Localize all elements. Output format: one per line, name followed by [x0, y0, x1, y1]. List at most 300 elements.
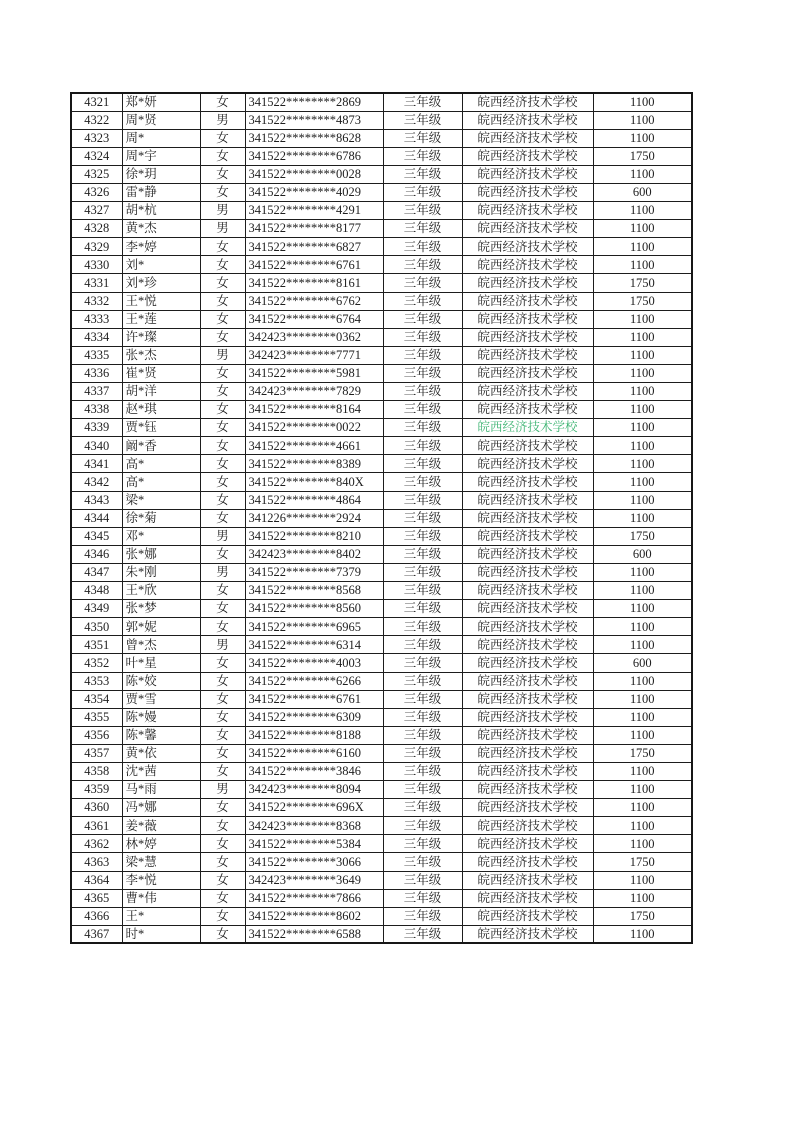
- cell-grade: 三年级: [383, 437, 462, 455]
- cell-name: 林*婷: [122, 835, 200, 853]
- cell-name: 曹*伟: [122, 889, 200, 907]
- cell-grade: 三年级: [383, 889, 462, 907]
- cell-id_number: 341522********6764: [245, 310, 383, 328]
- cell-school: 皖西经济技术学校: [462, 744, 593, 762]
- cell-gender: 女: [200, 419, 245, 437]
- cell-school: 皖西经济技术学校: [462, 781, 593, 799]
- cell-id_number: 341522********6762: [245, 292, 383, 310]
- cell-name: 赵*琪: [122, 401, 200, 419]
- cell-gender: 男: [200, 636, 245, 654]
- cell-id_number: 341522********8210: [245, 527, 383, 545]
- cell-name: 曾*杰: [122, 636, 200, 654]
- cell-name: 叶*星: [122, 654, 200, 672]
- cell-seq: 4322: [71, 111, 122, 129]
- cell-grade: 三年级: [383, 274, 462, 292]
- cell-id_number: 341522********4029: [245, 183, 383, 201]
- cell-grade: 三年级: [383, 672, 462, 690]
- cell-seq: 4362: [71, 835, 122, 853]
- cell-school: 皖西经济技术学校: [462, 473, 593, 491]
- cell-gender: 男: [200, 220, 245, 238]
- cell-name: 雷*静: [122, 183, 200, 201]
- table-row: [71, 781, 692, 799]
- cell-school: 皖西经济技术学校: [462, 582, 593, 600]
- table-row: [71, 328, 692, 346]
- cell-grade: 三年级: [383, 310, 462, 328]
- cell-seq: 4333: [71, 310, 122, 328]
- cell-name: 王*欣: [122, 582, 200, 600]
- cell-amount: 1100: [593, 401, 692, 419]
- cell-seq: 4343: [71, 491, 122, 509]
- cell-school-highlighted: 皖西经济技术学校: [462, 419, 593, 437]
- cell-id_number: 341522********8389: [245, 455, 383, 473]
- cell-seq: 4334: [71, 328, 122, 346]
- cell-school: 皖西经济技术学校: [462, 147, 593, 165]
- cell-id_number: 341522********696X: [245, 799, 383, 817]
- cell-id_number: 341522********4864: [245, 491, 383, 509]
- cell-amount: 600: [593, 183, 692, 201]
- cell-amount: 1100: [593, 600, 692, 618]
- cell-id_number: 341522********8628: [245, 129, 383, 147]
- table-row: [71, 111, 692, 129]
- cell-grade: 三年级: [383, 202, 462, 220]
- cell-amount: 600: [593, 545, 692, 563]
- cell-name: 朱*刚: [122, 563, 200, 581]
- cell-id_number: 341522********8164: [245, 401, 383, 419]
- cell-id_number: 341522********840X: [245, 473, 383, 491]
- cell-gender: 女: [200, 509, 245, 527]
- cell-id_number: 342423********3649: [245, 871, 383, 889]
- cell-grade: 三年级: [383, 165, 462, 183]
- table-row: [71, 310, 692, 328]
- cell-amount: 1100: [593, 708, 692, 726]
- cell-name: 许*璨: [122, 328, 200, 346]
- cell-school: 皖西经济技术学校: [462, 672, 593, 690]
- table-row: [71, 690, 692, 708]
- cell-name: 王*悦: [122, 292, 200, 310]
- cell-grade: 三年级: [383, 527, 462, 545]
- cell-school: 皖西经济技术学校: [462, 383, 593, 401]
- cell-gender: 男: [200, 781, 245, 799]
- cell-gender: 女: [200, 654, 245, 672]
- cell-grade: 三年级: [383, 708, 462, 726]
- table-row: [71, 129, 692, 147]
- cell-id_number: 341522********6309: [245, 708, 383, 726]
- cell-id_number: 341522********8177: [245, 220, 383, 238]
- cell-gender: 女: [200, 292, 245, 310]
- cell-name: 胡*洋: [122, 383, 200, 401]
- cell-school: 皖西经济技术学校: [462, 111, 593, 129]
- table-row: [71, 93, 692, 111]
- table-row: [71, 871, 692, 889]
- cell-grade: 三年级: [383, 183, 462, 201]
- cell-school: 皖西经济技术学校: [462, 491, 593, 509]
- cell-school: 皖西经济技术学校: [462, 527, 593, 545]
- cell-gender: 男: [200, 111, 245, 129]
- cell-seq: 4363: [71, 853, 122, 871]
- cell-amount: 1750: [593, 147, 692, 165]
- cell-id_number: 342423********0362: [245, 328, 383, 346]
- cell-grade: 三年级: [383, 690, 462, 708]
- table-row: [71, 708, 692, 726]
- cell-gender: 女: [200, 582, 245, 600]
- cell-name: 沈*茜: [122, 762, 200, 780]
- cell-school: 皖西经济技术学校: [462, 925, 593, 943]
- cell-name: 张*娜: [122, 545, 200, 563]
- cell-seq: 4364: [71, 871, 122, 889]
- cell-grade: 三年级: [383, 111, 462, 129]
- cell-grade: 三年级: [383, 563, 462, 581]
- cell-school: 皖西经济技术学校: [462, 183, 593, 201]
- cell-seq: 4324: [71, 147, 122, 165]
- cell-seq: 4354: [71, 690, 122, 708]
- cell-amount: 1100: [593, 455, 692, 473]
- cell-seq: 4361: [71, 817, 122, 835]
- cell-gender: 女: [200, 672, 245, 690]
- cell-seq: 4335: [71, 346, 122, 364]
- cell-amount: 1100: [593, 256, 692, 274]
- cell-amount: 1100: [593, 202, 692, 220]
- cell-school: 皖西经济技术学校: [462, 328, 593, 346]
- cell-id_number: 341522********3066: [245, 853, 383, 871]
- cell-id_number: 342423********7829: [245, 383, 383, 401]
- cell-amount: 1100: [593, 636, 692, 654]
- cell-name: 徐*菊: [122, 509, 200, 527]
- table-row: [71, 925, 692, 943]
- cell-name: 陈*馨: [122, 726, 200, 744]
- cell-seq: 4338: [71, 401, 122, 419]
- table-row: [71, 527, 692, 545]
- cell-school: 皖西经济技术学校: [462, 817, 593, 835]
- cell-amount: 1100: [593, 871, 692, 889]
- cell-grade: 三年级: [383, 238, 462, 256]
- cell-id_number: 341522********8560: [245, 600, 383, 618]
- cell-gender: 女: [200, 762, 245, 780]
- cell-name: 高*: [122, 473, 200, 491]
- cell-name: 贾*钰: [122, 419, 200, 437]
- cell-school: 皖西经济技术学校: [462, 455, 593, 473]
- cell-school: 皖西经济技术学校: [462, 907, 593, 925]
- table-row: [71, 509, 692, 527]
- cell-gender: 女: [200, 853, 245, 871]
- cell-id_number: 342423********8368: [245, 817, 383, 835]
- cell-school: 皖西经济技术学校: [462, 726, 593, 744]
- cell-id_number: 341522********3846: [245, 762, 383, 780]
- cell-seq: 4357: [71, 744, 122, 762]
- cell-grade: 三年级: [383, 129, 462, 147]
- cell-seq: 4344: [71, 509, 122, 527]
- cell-gender: 女: [200, 925, 245, 943]
- table-row: [71, 183, 692, 201]
- cell-amount: 1100: [593, 563, 692, 581]
- cell-gender: 女: [200, 545, 245, 563]
- cell-name: 崔*贤: [122, 364, 200, 382]
- cell-name: 黄*依: [122, 744, 200, 762]
- cell-id_number: 341522********7379: [245, 563, 383, 581]
- cell-seq: 4356: [71, 726, 122, 744]
- cell-amount: 1100: [593, 582, 692, 600]
- cell-school: 皖西经济技术学校: [462, 292, 593, 310]
- table-row: [71, 600, 692, 618]
- cell-school: 皖西经济技术学校: [462, 618, 593, 636]
- cell-id_number: 342423********8094: [245, 781, 383, 799]
- cell-school: 皖西经济技术学校: [462, 346, 593, 364]
- cell-school: 皖西经济技术学校: [462, 853, 593, 871]
- cell-amount: 1100: [593, 491, 692, 509]
- table-row: [71, 346, 692, 364]
- cell-gender: 女: [200, 907, 245, 925]
- cell-gender: 女: [200, 147, 245, 165]
- cell-school: 皖西经济技术学校: [462, 202, 593, 220]
- table-row: [71, 654, 692, 672]
- cell-school: 皖西经济技术学校: [462, 129, 593, 147]
- cell-amount: 1100: [593, 111, 692, 129]
- cell-gender: 女: [200, 690, 245, 708]
- cell-id_number: 341522********6266: [245, 672, 383, 690]
- cell-amount: 1100: [593, 419, 692, 437]
- cell-seq: 4332: [71, 292, 122, 310]
- cell-seq: 4342: [71, 473, 122, 491]
- cell-grade: 三年级: [383, 328, 462, 346]
- cell-id_number: 341522********6761: [245, 256, 383, 274]
- cell-amount: 600: [593, 654, 692, 672]
- cell-gender: 女: [200, 726, 245, 744]
- cell-grade: 三年级: [383, 582, 462, 600]
- cell-grade: 三年级: [383, 726, 462, 744]
- cell-school: 皖西经济技术学校: [462, 835, 593, 853]
- cell-school: 皖西经济技术学校: [462, 93, 593, 111]
- cell-school: 皖西经济技术学校: [462, 889, 593, 907]
- table-row: [71, 563, 692, 581]
- cell-name: 郑*妍: [122, 93, 200, 111]
- cell-gender: 女: [200, 129, 245, 147]
- cell-id_number: 341522********7866: [245, 889, 383, 907]
- cell-id_number: 341522********8602: [245, 907, 383, 925]
- table-row: [71, 292, 692, 310]
- cell-name: 陈*嫚: [122, 708, 200, 726]
- cell-id_number: 341522********6761: [245, 690, 383, 708]
- cell-seq: 4340: [71, 437, 122, 455]
- cell-gender: 女: [200, 437, 245, 455]
- cell-gender: 女: [200, 817, 245, 835]
- table-row: [71, 726, 692, 744]
- cell-name: 李*悦: [122, 871, 200, 889]
- cell-seq: 4337: [71, 383, 122, 401]
- table-row: [71, 147, 692, 165]
- cell-name: 高*: [122, 455, 200, 473]
- cell-seq: 4352: [71, 654, 122, 672]
- table-row: [71, 762, 692, 780]
- cell-school: 皖西经济技术学校: [462, 871, 593, 889]
- cell-amount: 1100: [593, 781, 692, 799]
- cell-amount: 1100: [593, 762, 692, 780]
- cell-gender: 女: [200, 455, 245, 473]
- cell-amount: 1100: [593, 672, 692, 690]
- cell-gender: 男: [200, 346, 245, 364]
- cell-id_number: 341522********8161: [245, 274, 383, 292]
- cell-gender: 女: [200, 183, 245, 201]
- cell-grade: 三年级: [383, 636, 462, 654]
- cell-school: 皖西经济技术学校: [462, 708, 593, 726]
- cell-school: 皖西经济技术学校: [462, 545, 593, 563]
- cell-id_number: 341522********5384: [245, 835, 383, 853]
- cell-amount: 1750: [593, 744, 692, 762]
- cell-gender: 女: [200, 238, 245, 256]
- cell-school: 皖西经济技术学校: [462, 690, 593, 708]
- cell-gender: 女: [200, 871, 245, 889]
- cell-grade: 三年级: [383, 545, 462, 563]
- cell-seq: 4329: [71, 238, 122, 256]
- table-row: [71, 274, 692, 292]
- student-roster-table: [70, 92, 693, 944]
- cell-gender: 女: [200, 473, 245, 491]
- table-row: [71, 202, 692, 220]
- cell-grade: 三年级: [383, 364, 462, 382]
- cell-seq: 4341: [71, 455, 122, 473]
- cell-gender: 女: [200, 165, 245, 183]
- cell-amount: 1100: [593, 238, 692, 256]
- table-row: [71, 256, 692, 274]
- cell-amount: 1100: [593, 93, 692, 111]
- cell-seq: 4330: [71, 256, 122, 274]
- cell-amount: 1100: [593, 165, 692, 183]
- cell-seq: 4348: [71, 582, 122, 600]
- cell-gender: 女: [200, 401, 245, 419]
- cell-gender: 男: [200, 563, 245, 581]
- cell-grade: 三年级: [383, 781, 462, 799]
- cell-amount: 1100: [593, 690, 692, 708]
- cell-id_number: 341522********0022: [245, 419, 383, 437]
- cell-name: 贾*雪: [122, 690, 200, 708]
- cell-school: 皖西经济技术学校: [462, 220, 593, 238]
- cell-school: 皖西经济技术学校: [462, 799, 593, 817]
- cell-id_number: 341522********6588: [245, 925, 383, 943]
- cell-gender: 女: [200, 799, 245, 817]
- cell-grade: 三年级: [383, 93, 462, 111]
- cell-seq: 4346: [71, 545, 122, 563]
- cell-gender: 女: [200, 383, 245, 401]
- cell-name: 阚*香: [122, 437, 200, 455]
- cell-school: 皖西经济技术学校: [462, 600, 593, 618]
- cell-seq: 4331: [71, 274, 122, 292]
- cell-seq: 4351: [71, 636, 122, 654]
- cell-id_number: 341522********6965: [245, 618, 383, 636]
- table-row: [71, 473, 692, 491]
- cell-gender: 女: [200, 274, 245, 292]
- cell-gender: 女: [200, 744, 245, 762]
- cell-name: 刘*珍: [122, 274, 200, 292]
- cell-grade: 三年级: [383, 383, 462, 401]
- table-row: [71, 383, 692, 401]
- cell-amount: 1100: [593, 364, 692, 382]
- cell-grade: 三年级: [383, 346, 462, 364]
- table-row: [71, 545, 692, 563]
- cell-id_number: 341522********6160: [245, 744, 383, 762]
- cell-amount: 1750: [593, 907, 692, 925]
- table-row: [71, 419, 692, 437]
- cell-grade: 三年级: [383, 455, 462, 473]
- cell-seq: 4355: [71, 708, 122, 726]
- cell-grade: 三年级: [383, 835, 462, 853]
- cell-seq: 4345: [71, 527, 122, 545]
- cell-grade: 三年级: [383, 744, 462, 762]
- cell-seq: 4326: [71, 183, 122, 201]
- cell-school: 皖西经济技术学校: [462, 274, 593, 292]
- cell-grade: 三年级: [383, 853, 462, 871]
- cell-amount: 1750: [593, 274, 692, 292]
- cell-name: 黄*杰: [122, 220, 200, 238]
- cell-gender: 女: [200, 835, 245, 853]
- cell-id_number: 341522********4291: [245, 202, 383, 220]
- cell-seq: 4367: [71, 925, 122, 943]
- cell-name: 姜*薇: [122, 817, 200, 835]
- cell-seq: 4325: [71, 165, 122, 183]
- cell-grade: 三年级: [383, 817, 462, 835]
- cell-seq: 4321: [71, 93, 122, 111]
- cell-name: 梁*: [122, 491, 200, 509]
- cell-name: 胡*杭: [122, 202, 200, 220]
- cell-seq: 4327: [71, 202, 122, 220]
- cell-name: 徐*玥: [122, 165, 200, 183]
- cell-school: 皖西经济技术学校: [462, 310, 593, 328]
- cell-id_number: 341522********8568: [245, 582, 383, 600]
- cell-school: 皖西经济技术学校: [462, 654, 593, 672]
- student-table-body: [71, 93, 692, 943]
- cell-id_number: 341522********6786: [245, 147, 383, 165]
- table-row: [71, 437, 692, 455]
- cell-gender: 女: [200, 618, 245, 636]
- table-row: [71, 744, 692, 762]
- cell-school: 皖西经济技术学校: [462, 563, 593, 581]
- cell-grade: 三年级: [383, 907, 462, 925]
- cell-name: 王*: [122, 907, 200, 925]
- cell-grade: 三年级: [383, 654, 462, 672]
- table-row: [71, 582, 692, 600]
- cell-amount: 1100: [593, 383, 692, 401]
- table-row: [71, 636, 692, 654]
- cell-gender: 男: [200, 527, 245, 545]
- table-row: [71, 491, 692, 509]
- cell-name: 梁*慧: [122, 853, 200, 871]
- cell-seq: 4349: [71, 600, 122, 618]
- cell-amount: 1100: [593, 817, 692, 835]
- cell-amount: 1750: [593, 853, 692, 871]
- cell-gender: 女: [200, 93, 245, 111]
- cell-id_number: 341226********2924: [245, 509, 383, 527]
- cell-id_number: 341522********4661: [245, 437, 383, 455]
- cell-name: 张*梦: [122, 600, 200, 618]
- cell-seq: 4359: [71, 781, 122, 799]
- cell-name: 陈*姣: [122, 672, 200, 690]
- cell-amount: 1100: [593, 310, 692, 328]
- cell-amount: 1100: [593, 835, 692, 853]
- table-row: [71, 401, 692, 419]
- table-row: [71, 165, 692, 183]
- cell-seq: 4323: [71, 129, 122, 147]
- cell-grade: 三年级: [383, 401, 462, 419]
- table-row: [71, 889, 692, 907]
- cell-school: 皖西经济技术学校: [462, 401, 593, 419]
- cell-seq: 4360: [71, 799, 122, 817]
- cell-name: 冯*娜: [122, 799, 200, 817]
- cell-amount: 1750: [593, 527, 692, 545]
- cell-school: 皖西经济技术学校: [462, 238, 593, 256]
- cell-gender: 女: [200, 889, 245, 907]
- cell-amount: 1100: [593, 328, 692, 346]
- cell-id_number: 341522********8188: [245, 726, 383, 744]
- cell-id_number: 341522********4873: [245, 111, 383, 129]
- cell-grade: 三年级: [383, 509, 462, 527]
- cell-grade: 三年级: [383, 762, 462, 780]
